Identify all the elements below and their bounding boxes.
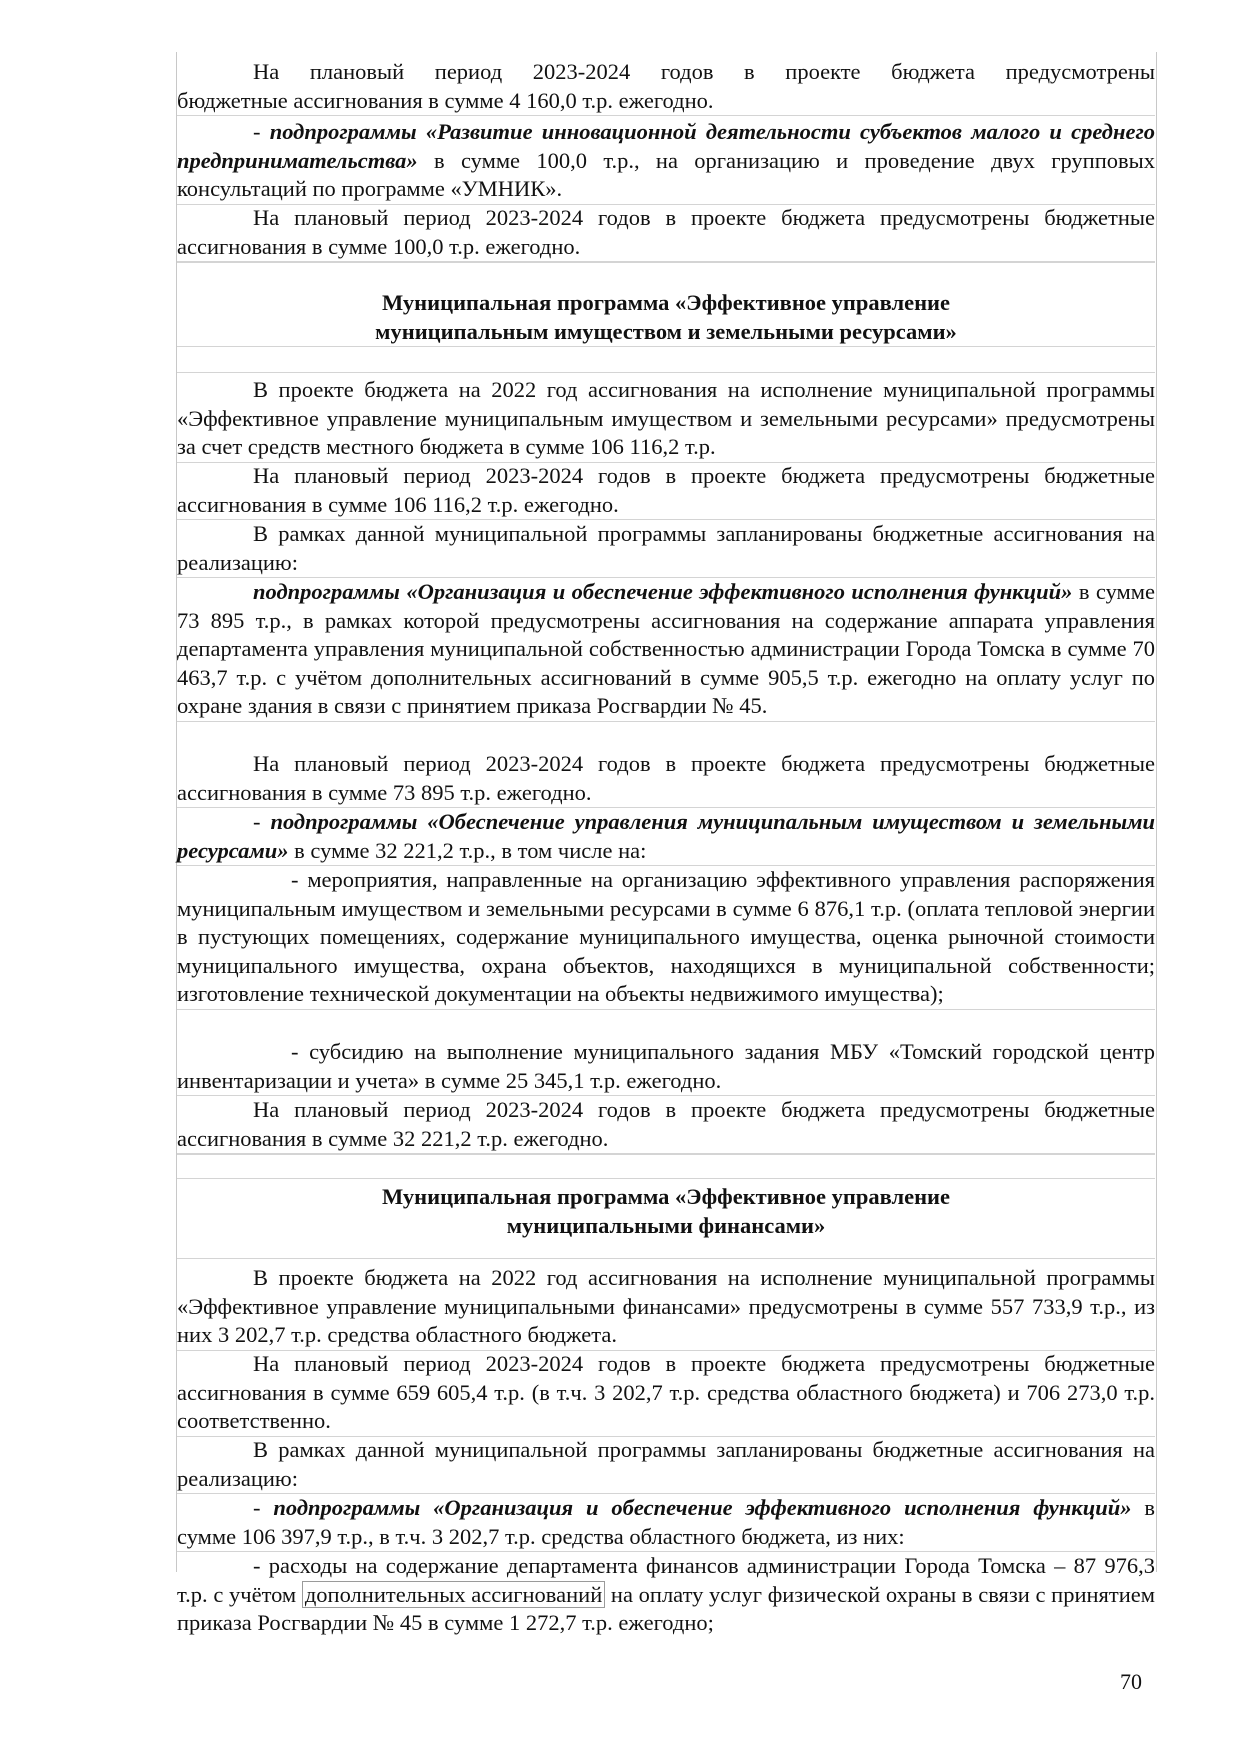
paragraph <box>177 376 1155 463</box>
subprogram-name: подпрограммы «Обеспечение управления муниципальным имуществом и земельными ресурсами» <box>177 809 1155 863</box>
page-number: 70 <box>1120 1669 1142 1694</box>
divider <box>177 1258 1155 1259</box>
paragraph-text: На плановый период 2023-2024 годов в проекте бюджета предусмотрены бюджетные ассигнования в сумме 659 605,4 т.р. (в т.ч. 3 202,7 т.р. средства областного бюджета) и 706 273,0 т.р. соответственно. <box>177 1351 1155 1434</box>
paragraph-text: в сумме 106 397,9 т.р., в т.ч. 3 202,7 т.р. средства областного бюджета, из них: <box>177 1495 1156 1549</box>
paragraph-text: На плановый период 2023-2024 годов в проекте бюджета предусмотрены бюджетные ассигнования в сумме 106 116,2 т.р. ежегодно. <box>177 463 1155 517</box>
divider <box>177 1154 1155 1155</box>
paragraph <box>177 462 1155 520</box>
paragraph-text: - субсидию на выполнение муниципального задания МБУ «Томский городской центр инвентаризации и учета» в сумме 25 345,1 т.р. ежегодно. <box>177 1039 1155 1093</box>
paragraph-text: в сумме 32 221,2 т.р., в том числе на: <box>288 837 647 863</box>
paragraph-text: На плановый период 2023-2024 годов в проекте бюджета предусмотрены бюджетные ассигнования в сумме 100,0 т.р. ежегодно. <box>177 205 1155 259</box>
divider <box>177 372 1155 373</box>
paragraph-text: В рамках данной муниципальной программы запланированы бюджетные ассигнования на реализацию: <box>177 521 1155 575</box>
paragraph <box>177 1436 1155 1494</box>
paragraph <box>177 808 1155 866</box>
paragraph-text: в сумме 73 895 т.р., в рамках которой предусмотрены ассигнования на содержание аппарата управления департамента управления муниципальной собственностью администрации Города Томска в сумме 70 463,7 т.р. с учётом дополнительных ассигнований в сумме 905,5 т.р. ежегодно на оплату услуг по охране здания в связи с принятием приказа Росгвардии № 45. <box>177 579 1156 719</box>
section-heading: Муниципальная программа «Эффективное управление муниципальным имуществом и земельными ресурсами» <box>375 290 957 344</box>
paragraph-text: на оплату услуг физической охраны в связи с принятием приказа Росгвардии № 45 в сумме 1 272,7 т.р. ежегодно; <box>177 1581 1155 1636</box>
paragraph-text: - расходы на содержание департамента финансов администрации Города Томска – 87 976,3 т.р. с учётом <box>177 1553 1155 1607</box>
divider <box>177 346 1155 347</box>
paragraph <box>177 118 1155 205</box>
paragraph-text: На плановый период 2023-2024 годов в проекте бюджета предусмотрены бюджетные ассигнования в сумме 73 895 т.р. ежегодно. <box>177 751 1155 805</box>
paragraph <box>177 1038 1155 1096</box>
paragraph-text: На плановый период 2023-2024 годов в проекте бюджета предусмотрены бюджетные ассигнования в сумме 32 221,2 т.р. ежегодно. <box>177 1097 1155 1151</box>
subprogram-name: подпрограммы «Развитие инновационной деятельности субъектов малого и среднего предпринимательства» <box>177 119 1156 173</box>
paragraph-text: - мероприятия, направленные на организацию эффективного управления распоряжения муниципальным имуществом и земельными ресурсами в сумме 6 876,1 т.р. (оплата тепловой энергии в пустующих помещениях, содержание муниципального имущества, оценка рыночной стоимости муниципального имущества, охрана объектов, находящихся в муниципальной собственности; изготовление технической документации на объекты недвижимого имущества); <box>177 867 1155 1007</box>
paragraph-text: В рамках данной муниципальной программы запланированы бюджетные ассигнования на реализацию: <box>177 1437 1155 1491</box>
section-heading: Муниципальная программа «Эффективное управление муниципальными финансами» <box>381 1184 950 1238</box>
paragraph <box>177 1264 1155 1351</box>
paragraph <box>177 1096 1155 1154</box>
paragraph <box>177 1350 1155 1437</box>
paragraph <box>177 58 1155 116</box>
paragraph-text: В проекте бюджета на 2022 год ассигнования на исполнение муниципальной программы «Эффективное управление муниципальным имуществом и земельными ресурсами» предусмотрены за счет средств местного бюджета в сумме 106 116,2 т.р. <box>177 377 1155 460</box>
paragraph <box>177 866 1155 1010</box>
highlighted-text: дополнительных ассигнований <box>302 1581 605 1608</box>
frame-right-border <box>1156 52 1157 1572</box>
paragraph <box>177 204 1155 262</box>
paragraph <box>177 1494 1155 1552</box>
dash: - <box>253 119 270 144</box>
paragraph-text: В проекте бюджета на 2022 год ассигнования на исполнение муниципальной программы «Эффективное управление муниципальными финансами» предусмотрены в сумме 557 733,9 т.р., из них 3 202,7 т.р. средства областного бюджета. <box>177 1265 1155 1348</box>
paragraph <box>177 1552 1155 1638</box>
dash: - <box>253 1495 274 1520</box>
text-line: бюджетные ассигнования в сумме 4 160,0 т.р. ежегодно. <box>177 87 714 113</box>
paragraph <box>177 578 1155 722</box>
paragraph <box>177 750 1155 808</box>
subprogram-name: подпрограммы «Организация и обеспечение эффективного исполнения функций» <box>273 1495 1132 1520</box>
paragraph-text: в сумме 100,0 т.р., на организацию и проведение двух групповых консультаций по программе «УМНИК». <box>177 147 1155 202</box>
divider <box>177 1178 1155 1179</box>
subprogram-name: подпрограммы «Организация и обеспечение эффективного исполнения функций» <box>253 579 1073 604</box>
text-line: На плановый период 2023-2024 годов в проекте бюджета предусмотрены <box>253 59 1155 84</box>
dash: - <box>253 809 271 834</box>
paragraph <box>177 520 1155 578</box>
divider <box>177 262 1155 263</box>
